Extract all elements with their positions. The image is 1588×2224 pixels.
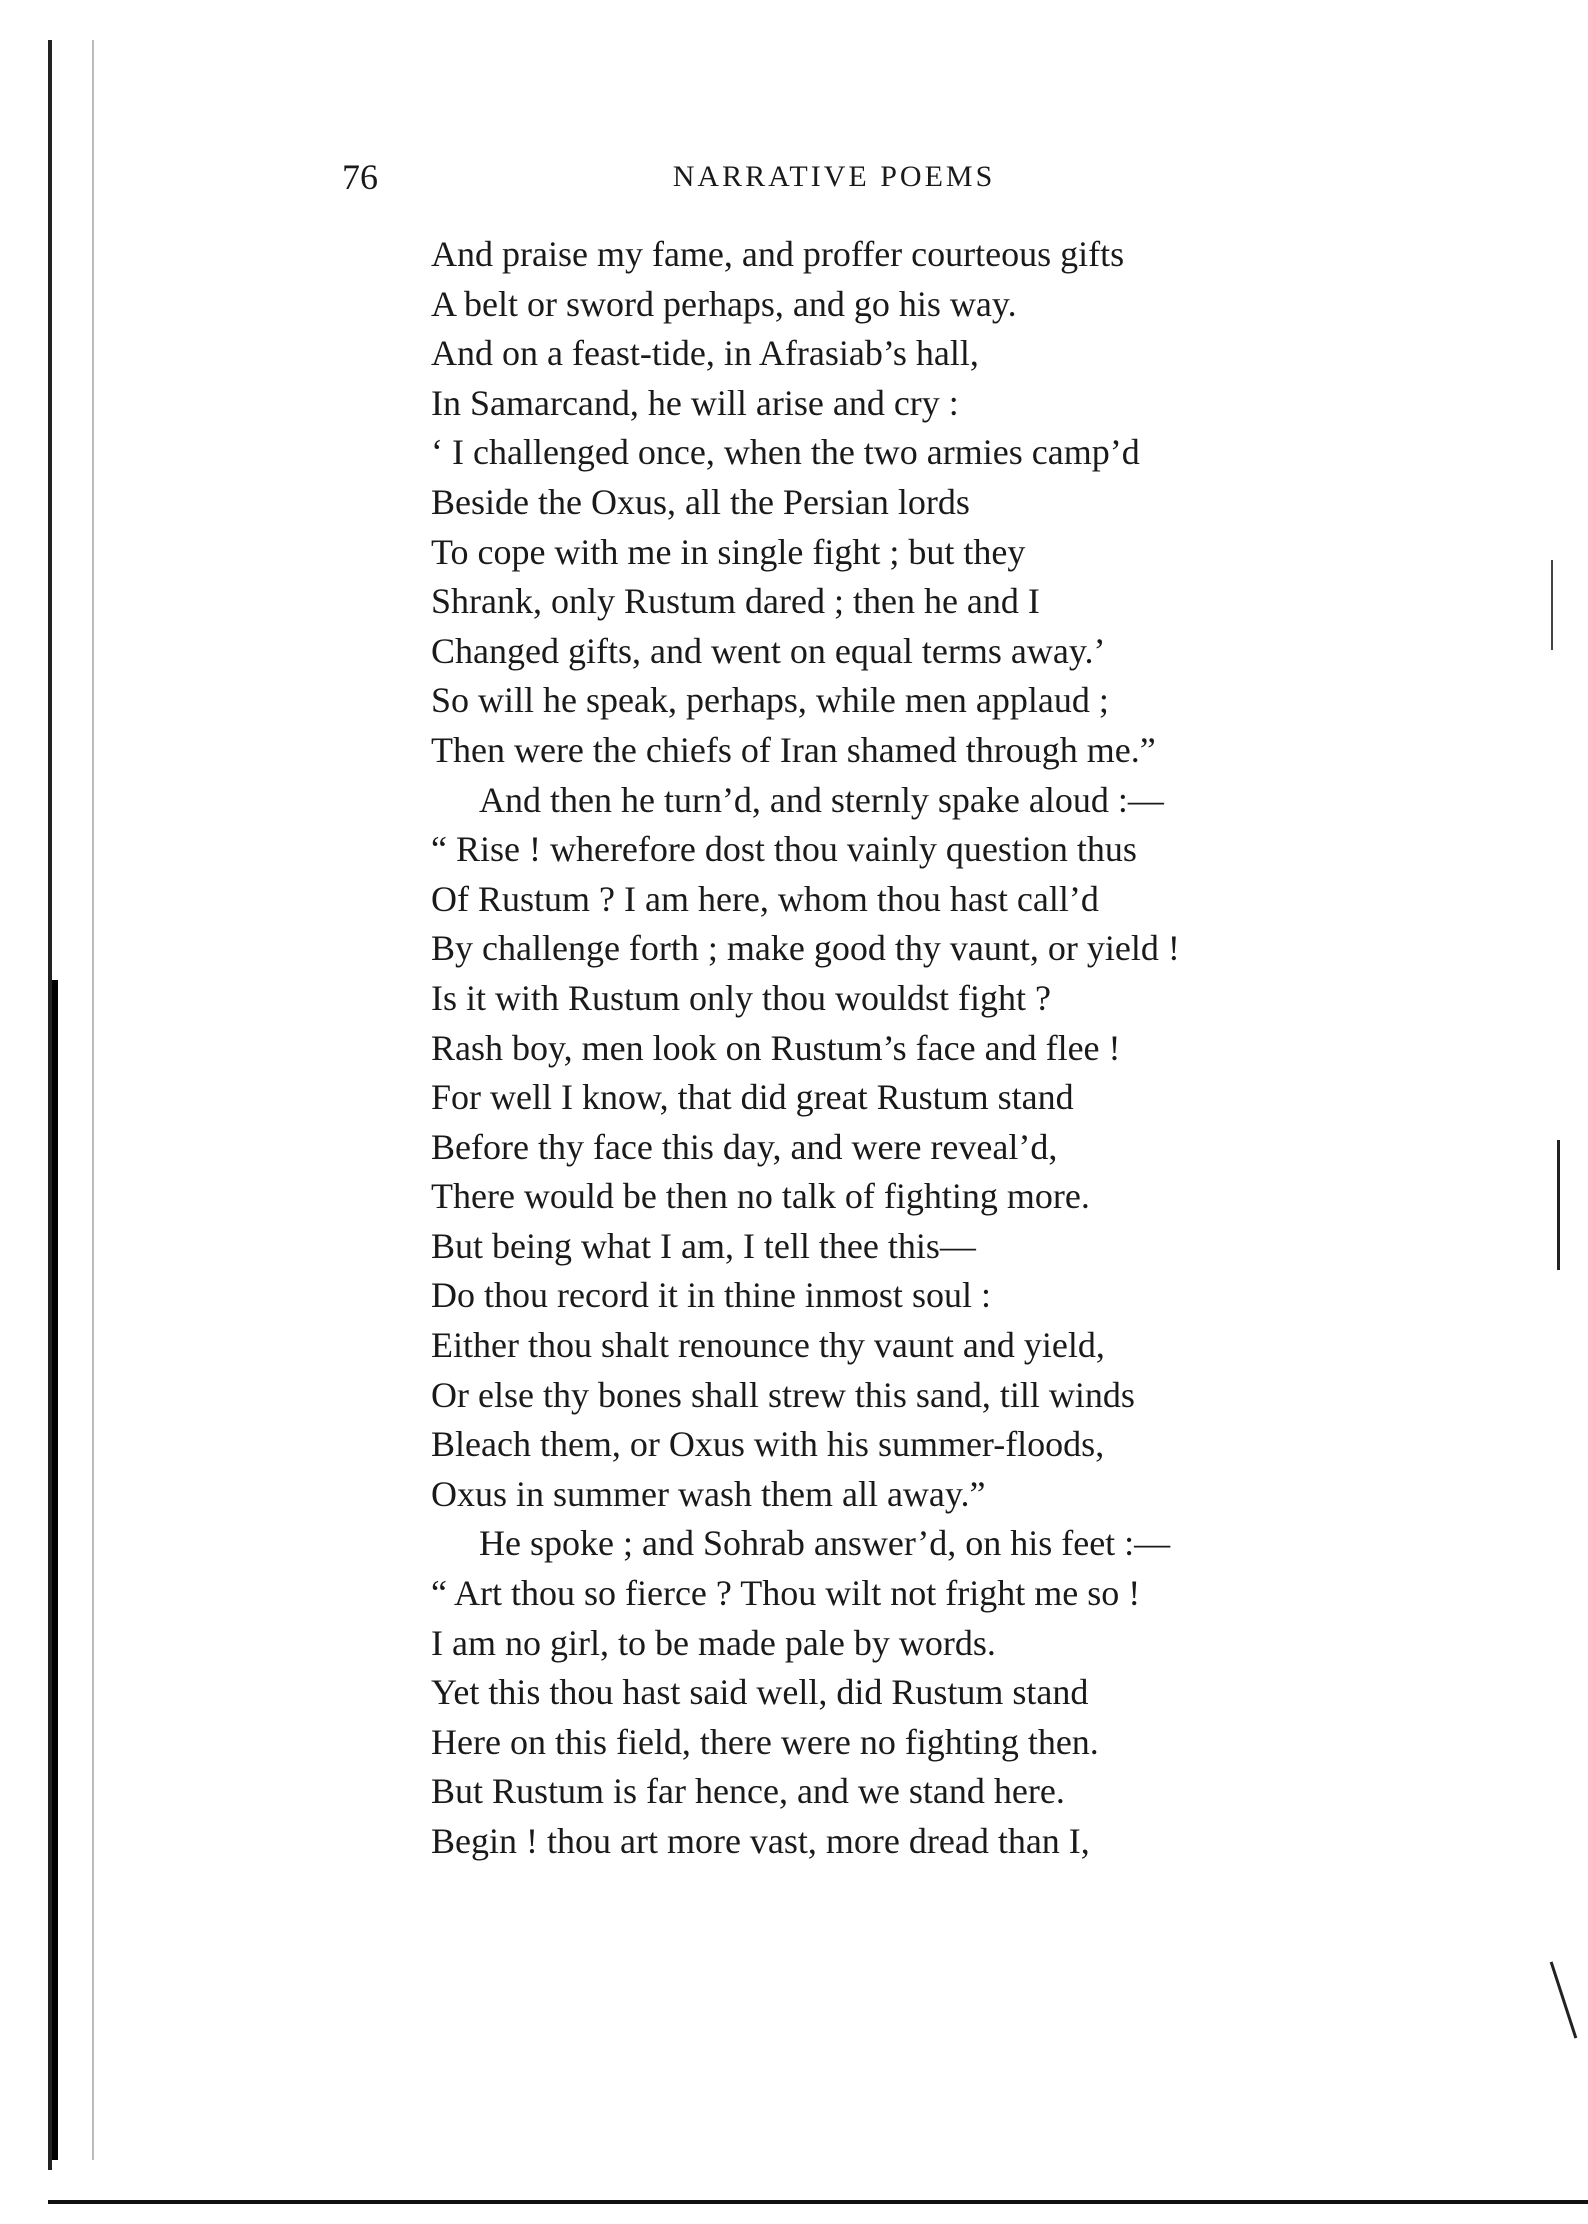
poem-line: Rash boy, men look on Rustum’s face and flee !	[431, 1027, 1121, 1068]
poem-line: Either thou shalt renounce thy vaunt and yield,	[431, 1325, 1105, 1366]
poem-line: But Rustum is far hence, and we stand here.	[431, 1771, 1065, 1812]
running-head: NARRATIVE POEMS	[672, 160, 996, 193]
poem-line: Yet this thou hast said well, did Rustum stand	[431, 1672, 1089, 1713]
poem-line: But being what I am, I tell thee this—	[431, 1225, 976, 1266]
poem-line: A belt or sword perhaps, and go his way.	[431, 283, 1017, 324]
poem-line: He spoke ; and Sohrab answer’d, on his feet :—	[479, 1523, 1171, 1564]
poem-text	[431, 230, 1371, 1867]
right-edge-mark-2	[1557, 1140, 1560, 1270]
poem-line: Do thou record it in thine inmost soul :	[431, 1275, 991, 1316]
poem-line: And then he turn’d, and sternly spake aloud :—	[479, 779, 1164, 820]
poem-line: Beside the Oxus, all the Persian lords	[431, 481, 970, 522]
poem-line: Of Rustum ? I am here, whom thou hast call’d	[431, 878, 1099, 919]
poem-line: By challenge forth ; make good thy vaunt, or yield !	[431, 928, 1180, 969]
poem-line: “ Art thou so fierce ? Thou wilt not fright me so !	[431, 1573, 1141, 1614]
poem-line: ‘ I challenged once, when the two armies camp’d	[431, 432, 1140, 473]
poem-line: Changed gifts, and went on equal terms away.’	[431, 630, 1106, 671]
right-edge-mark-1	[1551, 560, 1553, 650]
poem-line: Oxus in summer wash them all away.”	[431, 1473, 986, 1514]
poem-line: Begin ! thou art more vast, more dread than I,	[431, 1821, 1090, 1861]
poem-line: For well I know, that did great Rustum stand	[431, 1077, 1074, 1118]
page-number: 76	[342, 157, 378, 197]
bottom-page-edge	[48, 2200, 1588, 2204]
poem-line: Shrank, only Rustum dared ; then he and I	[431, 581, 1040, 622]
poem-line: So will he speak, perhaps, while men applaud ;	[431, 680, 1109, 721]
poem-line: And on a feast-tide, in Afrasiab’s hall,	[431, 333, 979, 374]
poem-line: Or else thy bones shall strew this sand, till winds	[431, 1374, 1135, 1415]
poem-line: There would be then no talk of fighting more.	[431, 1176, 1090, 1217]
poem-line: Bleach them, or Oxus with his summer-floods,	[431, 1424, 1105, 1465]
poem-line: In Samarcand, he will arise and cry :	[431, 382, 959, 423]
poem-line: Is it with Rustum only thou wouldst fight ?	[431, 977, 1052, 1018]
poem-line: “ Rise ! wherefore dost thou vainly question thus	[431, 829, 1137, 870]
poem-line: To cope with me in single fight ; but they	[431, 531, 1026, 572]
poem-line: I am no girl, to be made pale by words.	[431, 1622, 996, 1663]
poem-line: Then were the chiefs of Iran shamed through me.”	[431, 729, 1156, 770]
poem-line: And praise my fame, and proffer courteous gifts	[431, 234, 1125, 274]
poem-line: Before thy face this day, and were reveal’d,	[431, 1126, 1058, 1167]
poem-line: Here on this field, there were no fighting then.	[431, 1721, 1099, 1762]
right-edge-mark-3	[1550, 1961, 1578, 2038]
left-binding-faint	[92, 40, 94, 2160]
left-binding-shadow	[52, 980, 58, 2160]
